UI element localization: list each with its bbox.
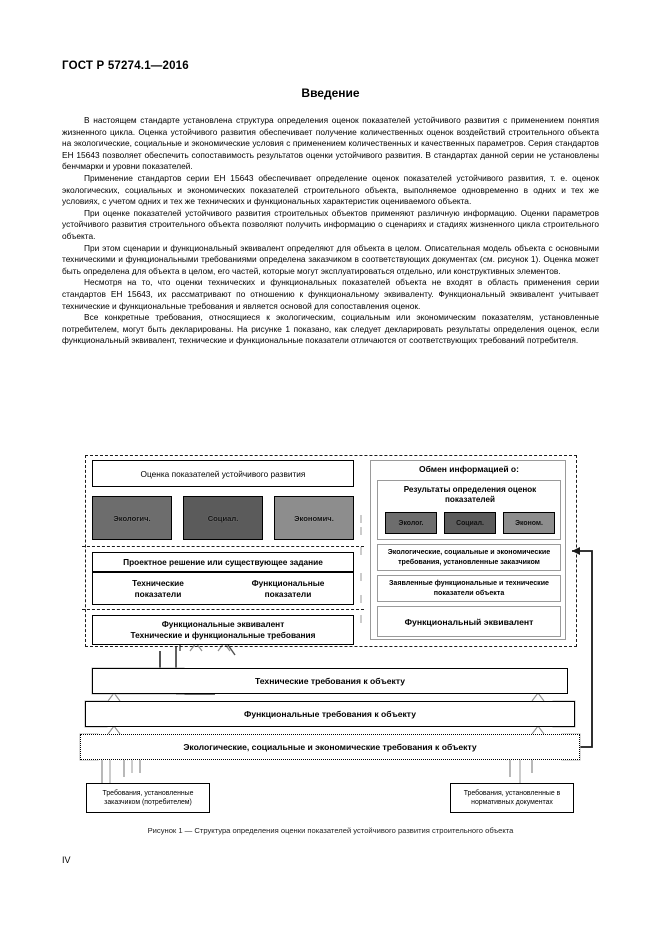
technical-indicators-line2: показатели [134, 588, 182, 599]
paragraph: Несмотря на то, что оценки технических и функциональных показателей объекта не входят в область применения серии стандартов ЕН 15643, их рассматривают по отношению к функциональному эквиваленту. Функциональный эквивалент учитывает технические и функциональные требования и является основой для сопоставления оценок. [62, 277, 599, 311]
figure-right-column [370, 460, 566, 640]
functional-indicators-line1: Функциональные [251, 578, 325, 588]
functional-indicators-line2: показатели [264, 588, 312, 599]
result-box-environmental: Эколог. [385, 512, 437, 534]
technical-indicators-line1: Технические [132, 578, 184, 588]
declared-indicators-row: Заявленные функциональные и технические показатели объекта [377, 575, 561, 602]
result-box-social: Социал. [444, 512, 496, 534]
bar-environmental-social-economic-requirements: Экологические, социальные и экономические требования к объекту [80, 734, 580, 760]
introduction-body [62, 115, 599, 347]
page-number: IV [62, 855, 71, 865]
paragraph: При этом сценарии и функциональный эквивалент определяют для объекта в целом. Описательная модель объекта с основными техническими и функциональными требованиями определена заказчиком в соответствующих документах (см. рисунок 1). Оценка может быть определена для объекта в целом, его частей, которые могут эксплуатироваться отдельно, или конструктивных элементов. [62, 242, 599, 276]
aspect-box-environmental: Экологич. [92, 496, 172, 540]
page-header-standard-id: ГОСТ Р 57274.1—2016 [62, 60, 189, 72]
functional-equivalent-line1: Функциональные эквивалент [161, 619, 285, 629]
assessment-results-line2: показателей [445, 495, 495, 505]
result-box-economic: Эконом. [503, 512, 555, 534]
assessment-results-group [377, 480, 561, 540]
sustainability-assessment-title: Оценка показателей устойчивого развития [92, 460, 354, 487]
assessment-results-line1: Результаты определения оценок [403, 485, 537, 494]
paragraph: Применение стандартов серии ЕН 15643 обеспечивает определение оценок показателей устойчивого развития, т. е. оценок экологических, социальных и экономических показателей строительного объекта, выполняемое одновременно в одних и тех же условиях, с учетом одних и тех же технических и функциональных характеристик оцениваемого объекта. [62, 172, 599, 207]
section-divider [82, 546, 364, 547]
paragraph: В настоящем стандарте установлена структура определения оценок показателей устойчивого развития с применением понятия жизненного цикла. Оценка устойчивого развития обеспечивает получение количественных оценок воздействий строительного объекта на экологические, социальные и экономические условия с применением количественных и качественных параметров. Серия стандартов ЕН 15643 позволяет обеспечить сопоставимость результатов оценки устойчивого развития. В стандартах данной серии не установлены бенчмарки и уровни показателей. [62, 115, 599, 172]
functional-equivalent-row: Функциональный эквивалент [377, 606, 561, 637]
paragraph: При оценке показателей устойчивого развития строительных объектов применяют различную информацию. Оценки параметров устойчивого развития строительного объекта позволяют получить информацию о сценариях и стадиях жизненного цикла строительного объекта. [62, 207, 599, 241]
aspect-box-economic: Экономич. [274, 496, 354, 540]
technical-indicators-cell [93, 573, 223, 604]
assessment-results-title [378, 485, 562, 506]
figure-caption: Рисунок 1 — Структура определения оценки показателей устойчивого развития строительного объекта [147, 826, 514, 835]
result-box-group [385, 512, 555, 534]
functional-indicators-cell [223, 573, 353, 604]
bar-functional-requirements: Функциональные требования к объекту [85, 701, 575, 727]
aspect-box-group [92, 496, 354, 540]
bar-technical-requirements: Технические требования к объекту [92, 668, 568, 694]
functional-equivalent-line2: Технические и функциональные требования [130, 630, 316, 640]
figure-1-diagram [80, 455, 580, 815]
functional-equivalent-box [92, 615, 354, 645]
design-solution-title: Проектное решение или существующее задание [92, 552, 354, 572]
source-box-client-requirements: Требования, установленные заказчиком (потребителем) [86, 783, 210, 813]
information-exchange-title: Обмен информацией о: [419, 464, 519, 474]
paragraph: Все конкретные требования, относящиеся к экологическим, социальным или экономическим показателям, установленные потребителем, могут быть декларированы. На рисунке 1 показано, как следует декларировать результаты определения оценок, если функциональный эквивалент, технические и функциональные показатели отличаются от соответствующих требований потребителя. [62, 312, 599, 346]
figure-left-column [92, 460, 354, 640]
page-title: Введение [301, 86, 360, 100]
indicators-row [92, 572, 354, 605]
section-divider [82, 609, 364, 610]
source-box-normative-requirements: Требования, установленные в нормативных документах [450, 783, 574, 813]
aspect-box-social: Социал. [183, 496, 263, 540]
client-requirements-row: Экологические, социальные и экономические требования, установленные заказчиком [377, 544, 561, 571]
